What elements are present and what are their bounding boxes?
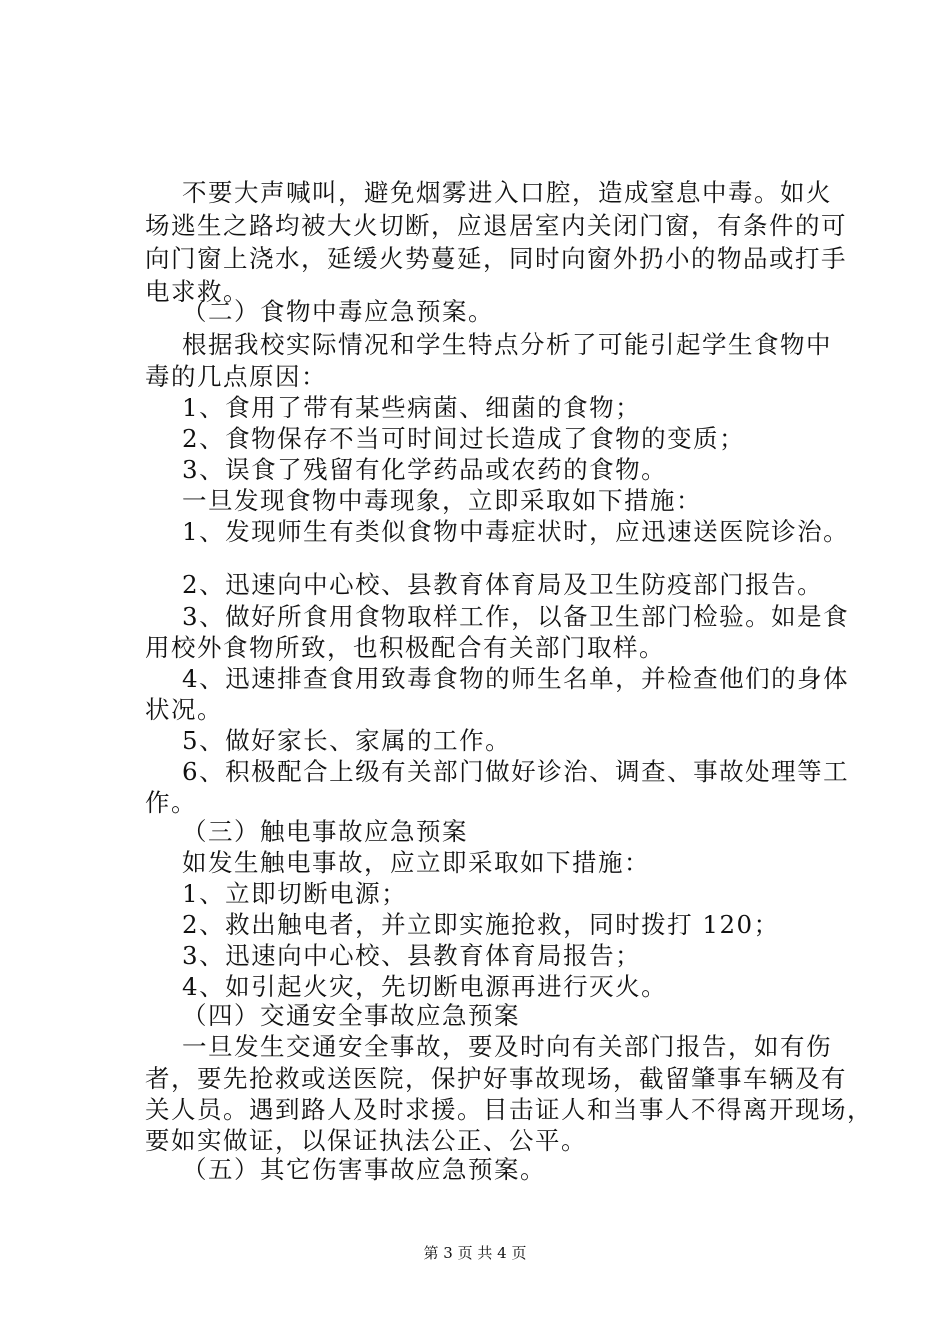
paragraph-line: 状况。 [145, 695, 223, 724]
list-item: 3、迅速向中心校、县教育体育局报告； [182, 941, 642, 970]
list-item: 4、迅速排查食用致毒食物的师生名单，并检查他们的身体 [182, 664, 850, 693]
list-item: 2、救出触电者，并立即实施抢救，同时拨打 120； [182, 910, 780, 939]
list-item: 2、食物保存不当可时间过长造成了食物的变质； [182, 424, 746, 453]
list-item: 1、食用了带有某些病菌、细菌的食物； [182, 393, 642, 422]
section-heading: （三）触电事故应急预案 [182, 817, 468, 846]
paragraph-line: 者，要先抢救或送医院，保护好事故现场，截留肇事车辆及有 [145, 1064, 847, 1093]
paragraph-line: 要如实做证，以保证执法公正、公平。 [145, 1126, 587, 1155]
paragraph-line: 场逃生之路均被大火切断，应退居室内关闭门窗，有条件的可 [145, 211, 847, 240]
list-item: 4、如引起火灾，先切断电源再进行灭火。 [182, 972, 668, 1001]
paragraph-line: 作。 [145, 788, 197, 817]
page-footer: 第 3 页 共 4 页 [423, 1244, 527, 1262]
list-item: 6、积极配合上级有关部门做好诊治、调查、事故处理等工 [182, 757, 850, 786]
section-heading: （二）食物中毒应急预案。 [182, 297, 494, 326]
section-heading: （四）交通安全事故应急预案 [182, 1001, 520, 1030]
paragraph-line: 一旦发生交通安全事故，要及时向有关部门报告，如有伤 [182, 1032, 832, 1061]
paragraph-line: 电求救。 [145, 277, 249, 306]
list-item: 3、误食了残留有化学药品或农药的食物。 [182, 455, 668, 484]
list-item: 5、做好家长、家属的工作。 [182, 726, 512, 755]
paragraph-line: 关人员。遇到路人及时求援。目击证人和当事人不得离开现场， [145, 1095, 873, 1124]
section-heading: （五）其它伤害事故应急预案。 [182, 1155, 546, 1184]
paragraph-line: 不要大声喊叫，避免烟雾进入口腔，造成窒息中毒。如火 [182, 178, 832, 207]
list-item: 1、发现师生有类似食物中毒症状时，应迅速送医院诊治。 [182, 517, 850, 546]
paragraph-line: 向门窗上浇水，延缓火势蔓延，同时向窗外扔小的物品或打手 [145, 244, 847, 273]
paragraph-line: 用校外食物所致，也积极配合有关部门取样。 [145, 633, 665, 662]
paragraph-line: 毒的几点原因： [145, 362, 327, 391]
paragraph-line: 如发生触电事故，应立即采取如下措施： [182, 848, 650, 877]
paragraph-line: 一旦发现食物中毒现象，立即采取如下措施： [182, 486, 702, 515]
list-item: 3、做好所食用食物取样工作，以备卫生部门检验。如是食 [182, 602, 850, 631]
list-item: 2、迅速向中心校、县教育体育局及卫生防疫部门报告。 [182, 570, 824, 599]
list-item: 1、立即切断电源； [182, 879, 408, 908]
paragraph-line: 根据我校实际情况和学生特点分析了可能引起学生食物中 [182, 330, 832, 359]
